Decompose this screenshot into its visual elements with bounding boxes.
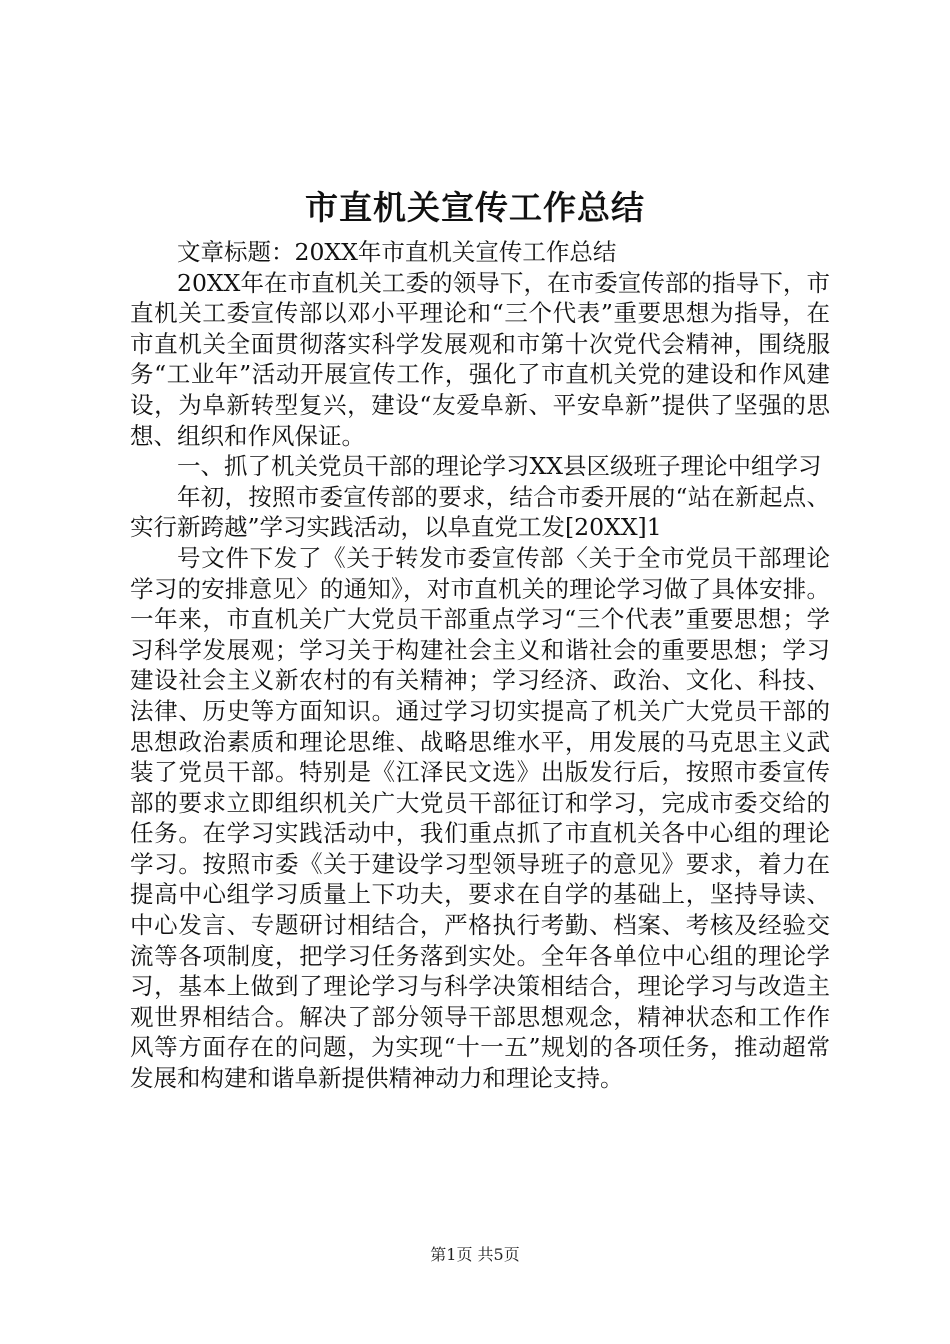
paragraph-document-notice: 号文件下发了《关于转发市委宣传部〈关于全市党员干部理论学习的安排意见〉的通知》，对市直机关的理论学习做了具体安排。一年来，市直机关广大党员干部重点学习“三个代表”重要思想；学习科学发展观；学习关于构建社会主义和谐社会的重要思想；学习建设社会主义新农村的有关精神；学习经济、政治、文化、科技、法律、历史等方面知识。通过学习切实提高了机关广大党员干部的思想政治素质和理论思维、战略思维水平，用发展的马克思主义武装了党员干部。特别是《江泽民文选》出版发行后，按照市委宣传部的要求立即组织机关广大党员干部征订和学习，完成市委交给的任务。在学习实践活动中，我们重点抓了市直机关各中心组的理论学习。按照市委《关于建设学习型领导班子的意见》要求，着力在提高中心组学习质量上下功夫，要求在自学的基础上，坚持导读、中心发言、专题研讨相结合，严格执行考勤、档案、考核及经验交流等各项制度，把学习任务落到实处。全年各单位中心组的理论学习，基本上做到了理论学习与科学决策相结合，理论学习与改造主观世界相结合。解决了部分领导干部思想观念，精神状态和工作作风等方面存在的问题，为实现“十一五”规划的各项任务，推动超常发展和构建和谐阜新提供精神动力和理论支持。	[130, 543, 830, 1093]
paragraph-article-title: 文章标题：20XX年市直机关宣传工作总结	[177, 238, 617, 266]
document-body	[130, 237, 830, 1094]
paragraph-section-heading: 一、抓了机关党员干部的理论学习XX县区级班子理论中组学习	[177, 452, 822, 481]
page-footer: 第1页 共5页	[430, 1245, 520, 1264]
paragraph-early-year: 年初，按照市委宣传部的要求，结合市委开展的“站在新起点、实行新跨越”学习实践活动，以阜直党工发[20XX]1	[130, 482, 830, 542]
document-title: 市直机关宣传工作总结	[305, 188, 645, 227]
paragraph-intro: 20XX年在市直机关工委的领导下，在市委宣传部的指导下，市直机关工委宣传部以邓小平理论和“三个代表”重要思想为指导，在市直机关全面贯彻落实科学发展观和市第十次党代会精神，围绕服务“工业年”活动开展宣传工作，强化了市直机关党的建设和作风建设，为阜新转型复兴，建设“友爱阜新、平安阜新”提供了坚强的思想、组织和作风保证。	[130, 268, 830, 450]
